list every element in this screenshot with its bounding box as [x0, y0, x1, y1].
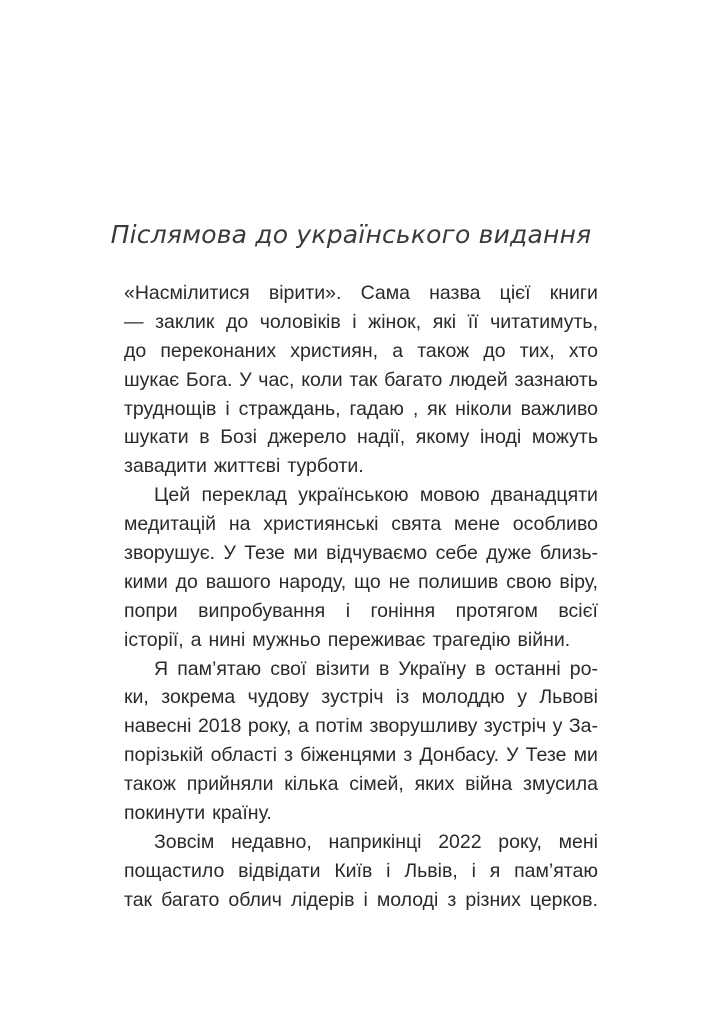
word: важливо [520, 397, 598, 420]
word: Київ [334, 859, 373, 882]
word: ки, [124, 686, 149, 709]
word: людей [449, 368, 508, 391]
word: якому [415, 426, 470, 449]
word: всієї [558, 599, 598, 622]
afterword-text [124, 279, 598, 915]
word: року, [498, 830, 542, 853]
word: в [199, 426, 210, 449]
word: біженцями [300, 744, 397, 767]
word: і [352, 310, 357, 333]
word: війна [465, 773, 513, 796]
word: так [124, 888, 153, 911]
text-line [124, 683, 598, 712]
word: молоддю [421, 686, 505, 709]
word: відвідати [238, 859, 321, 882]
word: потім [315, 715, 363, 738]
word: пам’ятаю [514, 859, 598, 882]
text-line [124, 366, 598, 395]
word: недавно, [230, 830, 312, 853]
word: прийняли [186, 773, 274, 796]
word: ми [293, 542, 318, 565]
word: з [403, 744, 413, 767]
word: тих, [519, 339, 555, 362]
word: зазнають [514, 368, 598, 391]
word: чоловіків [259, 310, 341, 333]
word: завадити [124, 455, 207, 478]
word: багато [384, 368, 443, 391]
word: джерело [267, 426, 347, 449]
word: протягом [455, 599, 538, 622]
word: Львові [539, 686, 598, 709]
word: які [432, 310, 457, 333]
word: Україну [398, 657, 467, 680]
word: свята [391, 513, 442, 536]
word: можуть [531, 426, 598, 449]
word: свою [506, 570, 552, 593]
text-line [124, 886, 598, 915]
text-line [124, 857, 598, 886]
text-line [124, 337, 598, 366]
word: «Насмілитися [124, 282, 250, 304]
word: молоді [376, 888, 439, 911]
word: дуже [486, 542, 532, 565]
word: ро- [569, 657, 598, 680]
word: назва [429, 282, 481, 304]
word: життєві [213, 455, 281, 478]
word: мене [454, 513, 500, 536]
word: Бога. [185, 368, 233, 391]
word: історії, [124, 628, 184, 651]
text-line [124, 279, 598, 308]
word: випробування [198, 599, 326, 622]
word: — [124, 310, 144, 333]
word: до [175, 570, 198, 593]
paragraph [124, 828, 598, 915]
word: як [427, 397, 447, 420]
paragraph [124, 655, 598, 828]
word: із [395, 686, 410, 709]
word: облич [228, 888, 282, 911]
word: Тезе [244, 542, 286, 565]
word: року, [247, 715, 292, 738]
text-line [124, 539, 598, 568]
text-line [124, 799, 598, 828]
word: ми [573, 744, 598, 767]
word: і [225, 397, 230, 420]
word: наприкінці [328, 830, 422, 853]
word: відчуваємо [326, 542, 428, 565]
word: до [124, 339, 147, 362]
word: і [345, 599, 351, 622]
word: на [228, 513, 251, 536]
word: кими [124, 570, 168, 593]
word: чудову [247, 686, 309, 709]
word: не [388, 570, 411, 593]
word: народу, [278, 570, 347, 593]
word: християнські [263, 513, 379, 536]
word: себе [435, 542, 478, 565]
word: пощастило [124, 859, 225, 882]
word: області [210, 744, 277, 767]
text-line [124, 568, 598, 597]
word: трагедію [432, 628, 511, 651]
word: шукає [124, 368, 180, 391]
word: хто [568, 339, 598, 362]
text-line [124, 741, 598, 770]
word: також [417, 339, 470, 362]
word: а [297, 715, 309, 738]
word: вірити». [268, 282, 342, 304]
word: покинути [124, 802, 206, 825]
word: переконаних [160, 339, 277, 362]
text-line [124, 510, 598, 539]
word: зустріч [483, 715, 547, 738]
word: 2022 [438, 830, 482, 853]
word: в [475, 657, 486, 680]
word: навесні [124, 715, 192, 738]
word: У [223, 542, 236, 565]
word: переклад [201, 484, 287, 507]
word: кілька [284, 773, 339, 796]
word: яких [414, 773, 455, 796]
text-line [124, 712, 598, 741]
word: її [467, 310, 479, 333]
word: зустріч [321, 686, 384, 709]
word: до [225, 310, 249, 333]
word: медитацій [124, 513, 217, 536]
word: гадаю [349, 397, 404, 420]
word: турботи. [287, 455, 364, 478]
word: і [363, 888, 368, 911]
text-line [124, 395, 598, 424]
word: а [392, 339, 404, 362]
word: зокрема [161, 686, 236, 709]
word: пам’ятаю [177, 657, 262, 680]
word: Тезе [525, 744, 567, 767]
word: зворушливу [369, 715, 478, 738]
word: до [483, 339, 506, 362]
word: мужньо [252, 628, 321, 651]
text-line [124, 308, 598, 337]
text-line [124, 655, 598, 684]
word: віру, [559, 570, 598, 593]
word: візити [315, 657, 370, 680]
word: і [471, 859, 476, 882]
text-line [124, 828, 598, 857]
text-line [124, 481, 598, 510]
word: Бозі [220, 426, 257, 449]
word: свої [270, 657, 307, 680]
word: Львів, [404, 859, 458, 882]
word: мені [558, 830, 598, 853]
text-line [124, 770, 598, 799]
word: іноді [479, 426, 522, 449]
word: зворушує. [124, 542, 216, 565]
word: останні [494, 657, 561, 680]
word: труднощів [124, 397, 217, 420]
word: страждань, [238, 397, 341, 420]
word: полишив [418, 570, 499, 593]
text-line [124, 423, 598, 452]
word: що [354, 570, 381, 593]
word: змусила [523, 773, 598, 796]
word: У [239, 368, 252, 391]
word: Зовсім [154, 830, 215, 853]
word: попри [124, 599, 178, 622]
word: також [124, 773, 176, 796]
word: у [517, 686, 527, 709]
word: дванадцяти [491, 484, 598, 507]
word: ніколи [455, 397, 512, 420]
word: а [190, 628, 202, 651]
word: війни. [517, 628, 571, 651]
word: мовою [419, 484, 480, 507]
word: У [506, 744, 519, 767]
word: шукати [124, 426, 189, 449]
paragraph [124, 481, 598, 654]
word: багато [161, 888, 220, 911]
word: християн, [290, 339, 379, 362]
word: нині [208, 628, 246, 651]
text-line [124, 626, 598, 655]
word: книги [549, 282, 598, 304]
word: з [447, 888, 457, 911]
word: близь- [539, 542, 598, 565]
word: час, [258, 368, 295, 391]
word: порізькій [124, 744, 204, 767]
word: українською [298, 484, 409, 507]
word: країну. [212, 802, 272, 825]
word: , [412, 397, 419, 420]
word: я [489, 859, 501, 882]
word: заклик [155, 310, 215, 333]
word: гоніння [370, 599, 436, 622]
word: За- [568, 715, 598, 738]
word: з [284, 744, 293, 767]
word: Сама [360, 282, 410, 304]
word: в [378, 657, 390, 680]
word: надії, [356, 426, 406, 449]
word: різних [465, 888, 521, 911]
word: і [386, 859, 391, 882]
word: вашого [205, 570, 271, 593]
text-line [124, 452, 598, 481]
word: Цей [154, 484, 191, 507]
word: жінок, [368, 310, 422, 333]
word: цієї [499, 282, 531, 304]
word: читатимуть, [490, 310, 598, 333]
word: переживає [327, 628, 426, 651]
word: так [349, 368, 378, 391]
text-line [124, 597, 598, 626]
word: Донбасу. [419, 744, 500, 767]
page-title: Післямова до українського видання [110, 220, 592, 249]
word: 2018 [197, 715, 242, 738]
word: Я [154, 657, 169, 680]
word: коли [301, 368, 343, 391]
paragraph [124, 279, 598, 481]
word: у [552, 715, 563, 738]
word: особливо [512, 513, 598, 536]
word: сімей, [349, 773, 404, 796]
word: лідерів [290, 888, 355, 911]
word: церков. [529, 888, 598, 911]
